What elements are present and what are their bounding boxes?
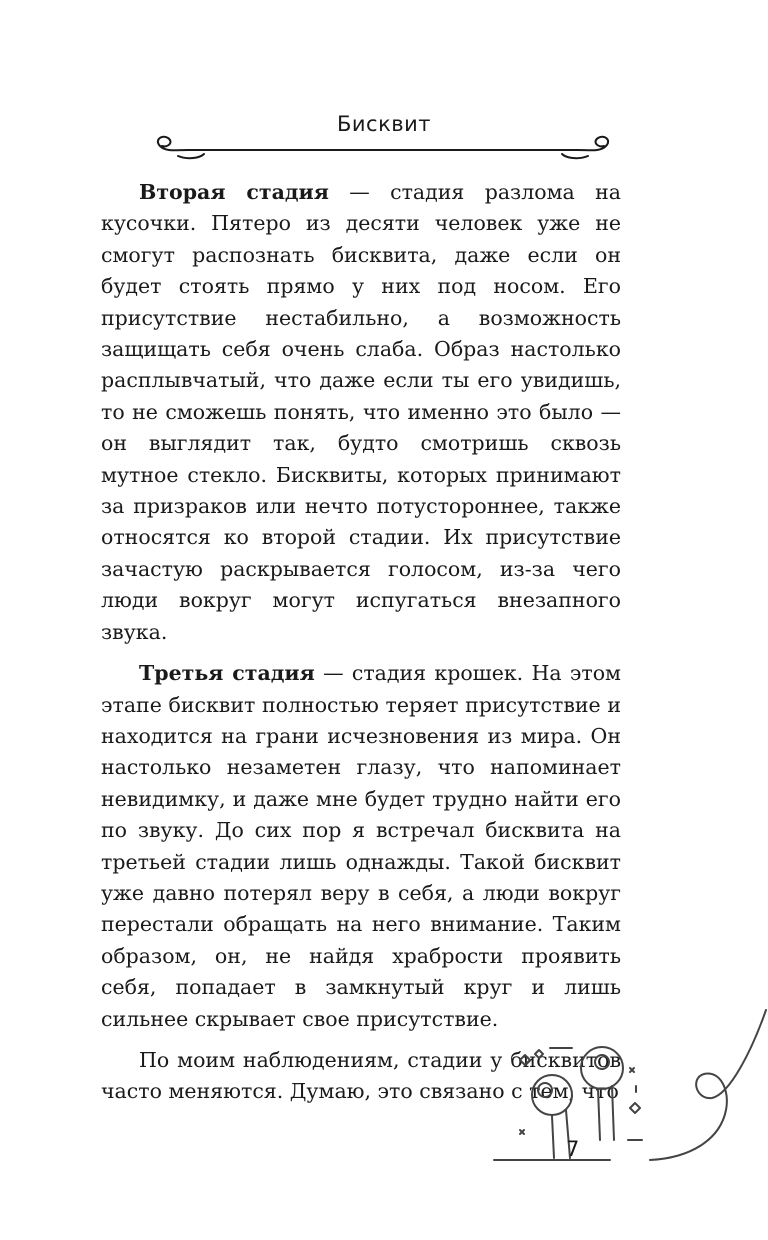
paragraph-text: По моим наблюдениям, стадии у бисквитов часто меняются. Думаю, это связано с тем, что [101, 1047, 621, 1104]
body-text [101, 177, 621, 1118]
paragraph-third-stage [101, 658, 621, 1035]
paragraph-text: — стадия разлома на кусочки. Пятеро из десяти человек уже не смогут распознать бисквита, даже если он будет стоять прямо у них под носом. Его присутствие нестабильно, а возможность защищать себя очень слаба. Образ настолько расплывчатый, что даже если ты его увидишь, то не сможешь понять, что именно это было — он выглядит так, будто смотришь сквозь мутное стекло. Бисквиты, которых принимают за призраков или нечто потустороннее, также относятся ко второй стадии. Их присутствие зачастую раскрывается голосом, из-за чего люди вокруг могут испугаться внезапного звука. [101, 180, 621, 644]
paragraph-lead: Третья стадия [139, 661, 315, 686]
paragraph-text: — стадия крошек. На этом этапе бисквит полностью теряет присутствие и находится на грани исчезновения из мира. Он настолько незаметен глазу, что напоминает невидимку, и даже мне будет трудно найти его по звуку. До сих пор я встречал бисквита на третьей стадии лишь однажды. Такой бисквит уже давно потерял веру в себя, а люди вокруг перестали обращать на него внимание. Таким образом, он, не найдя храбрости проявить себя, попадает в замкнутый круг и лишь сильнее скрывает свое присутствие. [101, 661, 621, 1031]
paragraph-lead: Вторая стадия [139, 180, 329, 204]
running-title: Бисквит [336, 112, 432, 136]
page-number: 7 [566, 1137, 580, 1161]
paragraph-second-stage [101, 177, 621, 648]
flourish-line-icon [148, 130, 618, 166]
earbuds-illustration-icon [490, 990, 768, 1170]
